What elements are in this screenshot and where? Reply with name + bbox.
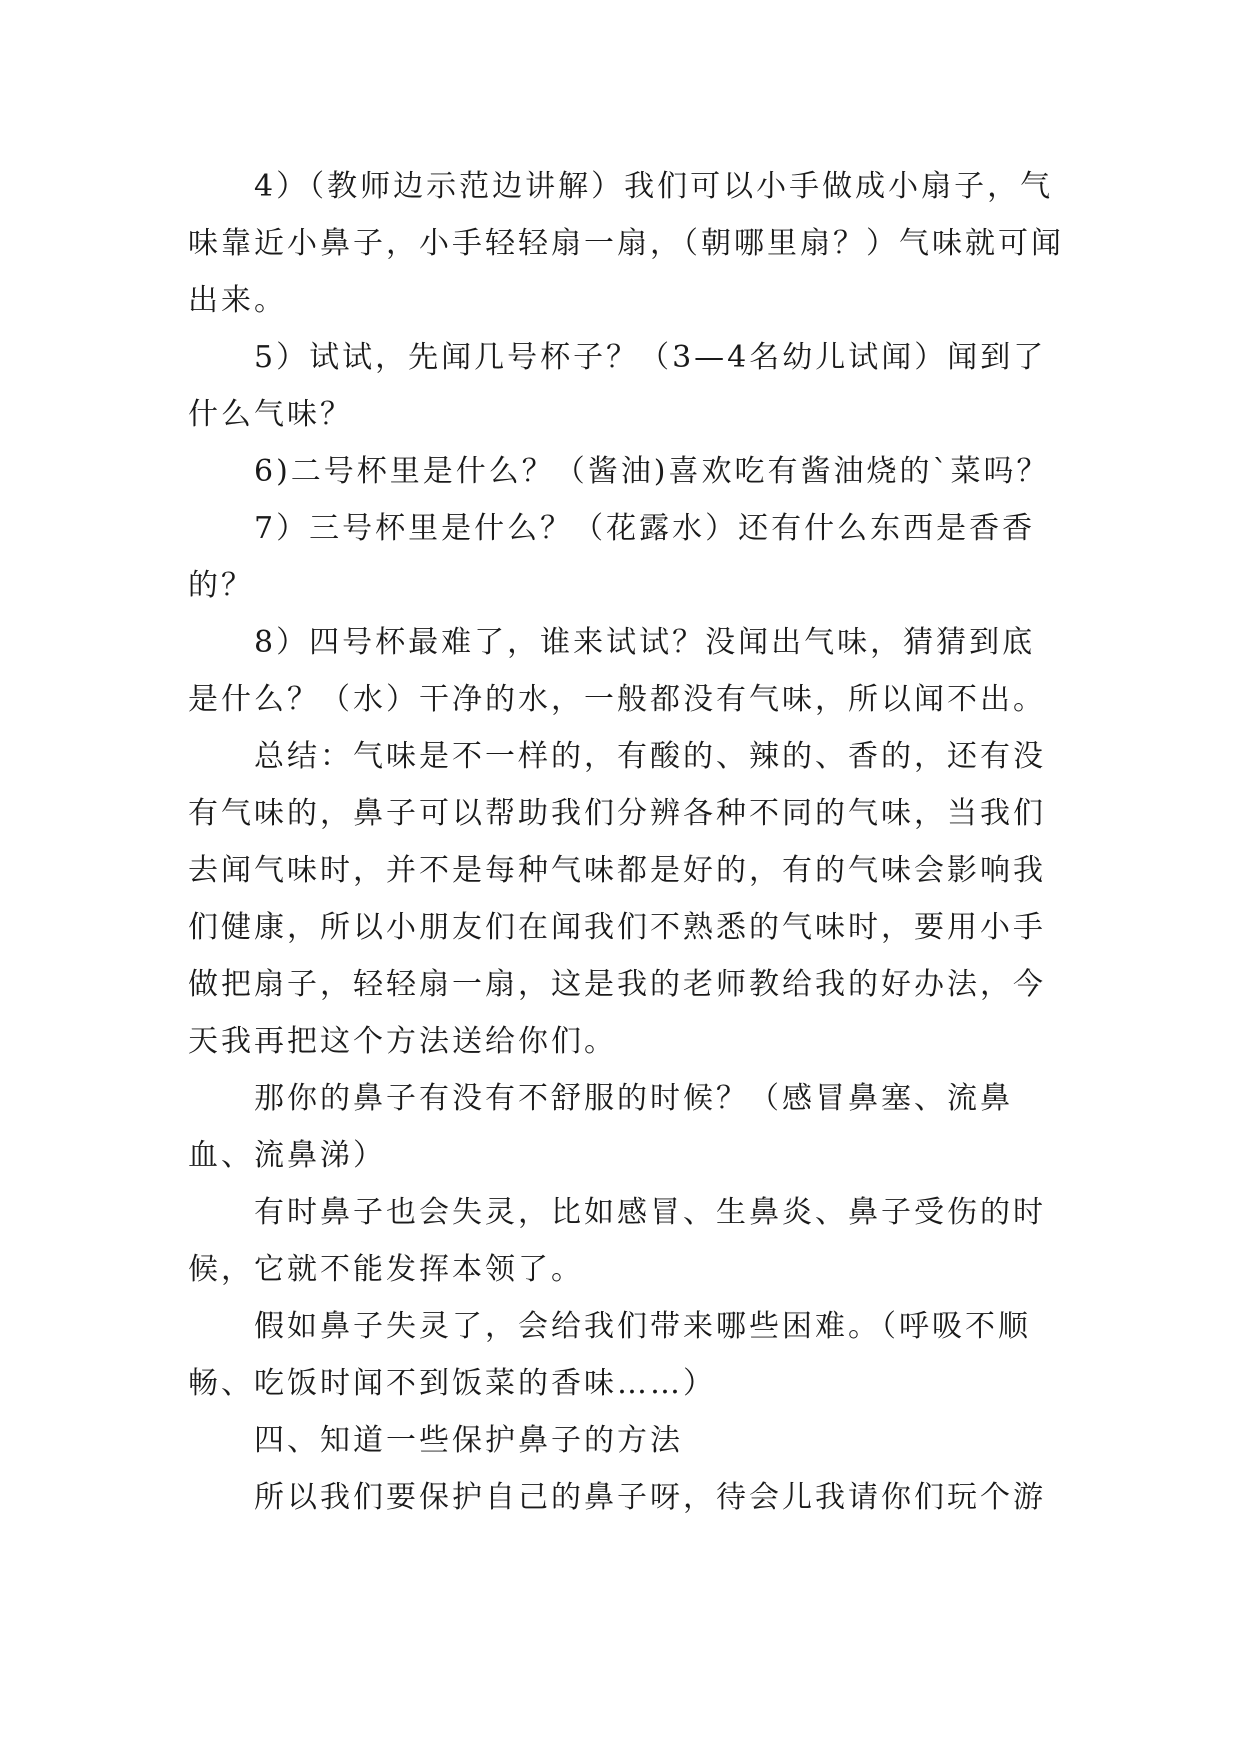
paragraph-protect-nose-game: 所以我们要保护自己的鼻子呀，待会儿我请你们玩个游 <box>254 1480 1046 1515</box>
paragraph-step-6: 6)二号杯里是什么？（酱油)喜欢吃有酱油烧的`菜吗？ <box>254 454 1050 489</box>
paragraph-step-8: 8）四号杯最难了，谁来试试？没闻出气味，猜猜到底是什么？（水）干净的水，一般都没有气味，所以闻不出。 <box>188 625 1046 717</box>
paragraph-difficulties: 假如鼻子失灵了，会给我们带来哪些困难。（呼吸不顺畅、吃饭时闻不到饭菜的香味……） <box>188 1309 1031 1401</box>
document-body <box>188 158 1068 1526</box>
paragraph-step-5: 5）试试，先闻几号杯子？（3—4名幼儿试闻）闻到了什么气味？ <box>188 340 1047 432</box>
section-heading-protect-nose: 四、知道一些保护鼻子的方法 <box>254 1423 683 1458</box>
paragraph-discomfort-question: 那你的鼻子有没有不舒服的时候？（感冒鼻塞、流鼻血、流鼻涕） <box>188 1081 1013 1173</box>
paragraph-step-7: 7）三号杯里是什么？（花露水）还有什么东西是香香的？ <box>188 511 1036 603</box>
paragraph-nose-malfunction: 有时鼻子也会失灵，比如感冒、生鼻炎、鼻子受伤的时候，它就不能发挥本领了。 <box>188 1195 1046 1287</box>
paragraph-step-4: 4）（教师边示范边讲解）我们可以小手做成小扇子，气味靠近小鼻子，小手轻轻扇一扇，（朝哪里扇？）气味就可闻出来。 <box>188 169 1064 318</box>
paragraph-summary: 总结：气味是不一样的，有酸的、辣的、香的，还有没有气味的，鼻子可以帮助我们分辨各种不同的气味，当我们去闻气味时，并不是每种气味都是好的，有的气味会影响我们健康，所以小朋友们在闻我们不熟悉的气味时，要用小手做把扇子，轻轻扇一扇，这是我的老师教给我的好办法，今天我再把这个方法送给你们。 <box>188 739 1046 1059</box>
